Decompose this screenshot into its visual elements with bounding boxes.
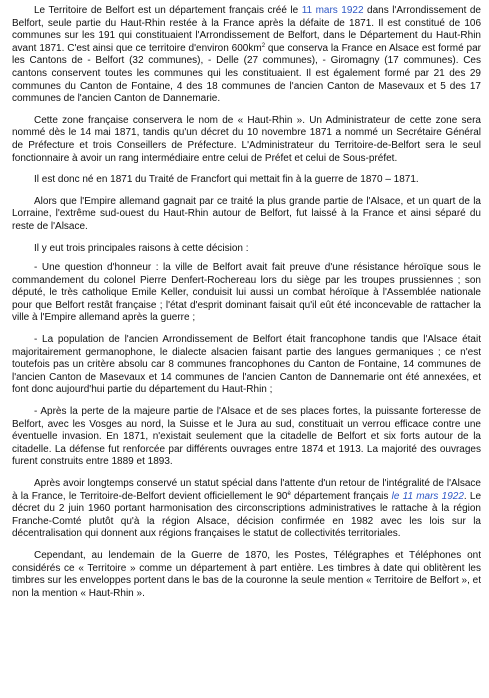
paragraph-text: Après avoir longtemps conservé un statut spécial dans l'attente d'un retour de l'intégralité de l'Alsace à la France, le Territoire-de-Belfort devient officiellement le 90 [12, 478, 481, 502]
paragraph-creation [12, 5, 481, 106]
paragraph-reasons-intro: Il y eut trois principales raisons à cette décision : [34, 242, 249, 254]
paragraph-text: dans l'Arrondissement de Belfort, seule partie du Haut-Rhin restée à la France après la défaite de 1871. Il est constitué de 106 communes sur les 191 qui constituaient l'Arrondissement de Belfort, dans le Département du Haut-Rhin avant 1871. C'est ainsi que ce territoire d'environ 600km [12, 5, 481, 54]
paragraph-text: . Le décret du 2 juin 1960 portant harmonisation des circonscriptions administratives le rattache à la région Franche-Comté plutôt qu'à la région Alsace, décision confirmée en 1982 avec les lois sur la décentralisation qui donnent aux régions françaises le statut de collectivités territoriales. [12, 490, 482, 540]
paragraph-postal: Cependant, au lendemain de la Guerre de 1870, les Postes, Télégraphes et Téléphones ont considérés ce « Territoire » comme un département à part entière. Les timbres à date qui oblitèrent les timbres sur les enveloppes portent dans le bas de la couronne la seule mention « Territoire de Belfort », et non la mention « Haut-Rhin ». [12, 549, 481, 599]
paragraph-treaty: Il est donc né en 1871 du Traité de Francfort qui mettait fin à la guerre de 1870 – 1871. [34, 174, 419, 186]
paragraph-official-status [12, 478, 481, 541]
reason-fortress: - Après la perte de la majeure partie de l'Alsace et de ses places fortes, la puissante forteresse de Belfort, avec les Vosges au nord, la Suisse et le Jura au sud, constituait un verrou efficace contre une éventuelle invasion. En 1871, n'existait seulement que la citadelle de Belfort et six forts autour de la citadelle. La défense fut renforcée par différents ouvrages entre 1874 et 1913. La majorité des ouvrages furent construits entre 1889 et 1893. [12, 406, 481, 468]
official-date: le 11 mars 1922 [391, 490, 464, 502]
superscript-ordinal: è [287, 490, 291, 497]
creation-date: 11 mars 1922 [301, 5, 364, 16]
reason-language: - La population de l'ancien Arrondissement de Belfort était francophone tandis que l'Alsace était majoritairement germanophone, le dialecte alsacien faisant partie des langues germaniques ; ce n'est toutefois pas un critère absolu car 8 communes francophones du Canton de Fontaine, 14 communes de l'ancien Canton de Masevaux et 14 communes de l'ancien Canton de Dannemarie ont été annexées, et font donc aujourd'hui partie du département du Haut-Rhin ; [12, 334, 481, 396]
paragraph-text: Le Territoire de Belfort est un département français créé le [34, 5, 302, 16]
paragraph-haut-rhin-name: Cette zone française conservera le nom de « Haut-Rhin ». Un Administrateur de cette zone sera nommé dès le 14 mai 1871, tandis qu'un décret du 10 novembre 1871 a nommé un Secrétaire Général de Préfecture et trois Conseillers de Préfecture. L'Administrateur du Territoire-de-Belfort sera le seul fonctionnaire à avoir un rang intermédiaire entre celui de Préfet et celui de Sous-préfet. [12, 114, 481, 164]
reason-honour: - Une question d'honneur : la ville de Belfort avait fait preuve d'une résistance héroïque sous le commandement du colonel Pierre Denfert-Rochereau lors du siège par les troupes prussiennes ; son député, le très catholique Emile Keller, conduisit lui aussi un combat héroïque à l'Assemblée nationale pour que Belfort restât française ; l'état d'esprit dominant faisait qu'il eût été inconcevable de rattacher la ville à l'Empire allemand après la guerre ; [12, 262, 481, 324]
paragraph-text: département français [290, 490, 392, 502]
paragraph-empire: Alors que l'Empire allemand gagnait par ce traité la plus grande partie de l'Alsace, et un quart de la Lorraine, l'extrême sud-ouest du Haut-Rhin autour de Belfort, fut laissé à la France et ainsi séparé du reste de l'Alsace. [12, 195, 481, 232]
paragraph-text: que conserva la France en Alsace est formé par les Cantons de - Belfort (32 communes), - Delle (27 communes), - Giromagny (17 communes). Ces cantons conservent toutes les communes qui les constituaient. Il est également formé par 21 des 29 communes du Canton de Fontaine, 4 des 18 communes de l'ancien Canton de Masevaux et 5 des 17 communes de l'ancien Canton de Dannemarie. [12, 42, 481, 105]
superscript-square: 2 [261, 42, 266, 49]
